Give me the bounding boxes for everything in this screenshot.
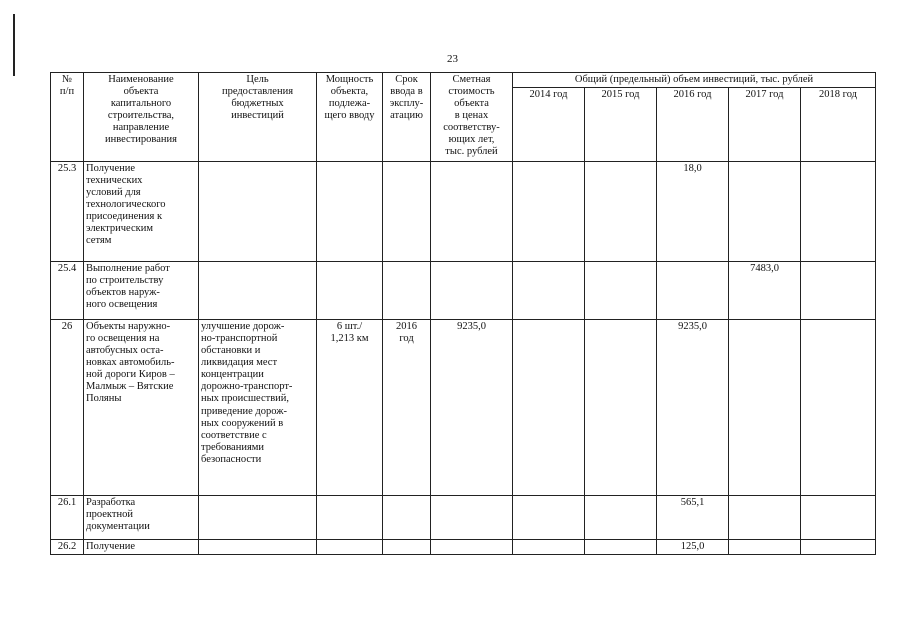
- value-2014: [513, 496, 585, 540]
- header-total-investment: Общий (предельный) объем инвестиций, тыс. рублей: [513, 73, 876, 88]
- value-2017: [729, 496, 801, 540]
- investment-goal: [199, 540, 317, 555]
- value-2017: 7483,0: [729, 262, 801, 320]
- value-2014: [513, 262, 585, 320]
- estimated-cost: [431, 496, 513, 540]
- header-year-2014: 2014 год: [513, 88, 585, 162]
- investment-goal: [199, 262, 317, 320]
- header-name: Наименование объекта капитального строительства, направление инвестирования: [84, 73, 199, 162]
- header-year-2015: 2015 год: [585, 88, 657, 162]
- value-2018: [801, 262, 876, 320]
- estimated-cost: [431, 540, 513, 555]
- header-year-2017: 2017 год: [729, 88, 801, 162]
- value-2015: [585, 162, 657, 262]
- commissioning-term: [383, 496, 431, 540]
- object-capacity: [317, 540, 383, 555]
- value-2016: 565,1: [657, 496, 729, 540]
- value-2018: [801, 540, 876, 555]
- header-year-2016: 2016 год: [657, 88, 729, 162]
- commissioning-term: 2016 год: [383, 320, 431, 496]
- page-number: 23: [447, 53, 458, 65]
- header-goal: Цель предоставления бюджетных инвестиций: [199, 73, 317, 162]
- value-2015: [585, 540, 657, 555]
- object-capacity: [317, 262, 383, 320]
- header-no: № п/п: [51, 73, 84, 162]
- row-number: 26: [51, 320, 84, 496]
- value-2018: [801, 162, 876, 262]
- row-number: 25.3: [51, 162, 84, 262]
- object-name: Получение технических условий для технологического присоединения к электрическим сетям: [84, 162, 199, 262]
- value-2016: 18,0: [657, 162, 729, 262]
- header-term: Срок ввода в эксплу- атацию: [383, 73, 431, 162]
- estimated-cost: [431, 262, 513, 320]
- object-capacity: [317, 496, 383, 540]
- object-name: Выполнение работ по строительству объектов наруж- ного освещения: [84, 262, 199, 320]
- value-2016: [657, 262, 729, 320]
- row-number: 26.1: [51, 496, 84, 540]
- value-2017: [729, 320, 801, 496]
- margin-line: [13, 14, 15, 76]
- investment-goal: [199, 496, 317, 540]
- value-2016: 9235,0: [657, 320, 729, 496]
- table-row: [51, 262, 876, 320]
- value-2014: [513, 320, 585, 496]
- value-2014: [513, 540, 585, 555]
- value-2017: [729, 540, 801, 555]
- table-row: [51, 320, 876, 496]
- row-number: 25.4: [51, 262, 84, 320]
- table-row: [51, 162, 876, 262]
- object-name: Разработка проектной документации: [84, 496, 199, 540]
- value-2015: [585, 320, 657, 496]
- row-number: 26.2: [51, 540, 84, 555]
- commissioning-term: [383, 162, 431, 262]
- header-cost: Сметная стоимость объекта в ценах соответству- ющих лет, тыс. рублей: [431, 73, 513, 162]
- table-row: [51, 496, 876, 540]
- estimated-cost: 9235,0: [431, 320, 513, 496]
- object-name: Объекты наружно- го освещения на автобусных оста- новках автомобиль- ной дороги Киров – Малмыж – Вятские Поляны: [84, 320, 199, 496]
- value-2018: [801, 320, 876, 496]
- value-2017: [729, 162, 801, 262]
- investment-goal: [199, 162, 317, 262]
- investment-table: [50, 72, 876, 555]
- commissioning-term: [383, 262, 431, 320]
- estimated-cost: [431, 162, 513, 262]
- header-capacity: Мощность объекта, подлежа- щего вводу: [317, 73, 383, 162]
- object-name: Получение: [84, 540, 199, 555]
- object-capacity: [317, 162, 383, 262]
- header-year-2018: 2018 год: [801, 88, 876, 162]
- investment-goal: улучшение дорож- но-транспортной обстановки и ликвидация мест концентрации дорожно-транспорт- ных происшествий, приведение дорож- ных сооружений в соответствие с требованиями безопасности: [199, 320, 317, 496]
- value-2018: [801, 496, 876, 540]
- value-2015: [585, 262, 657, 320]
- commissioning-term: [383, 540, 431, 555]
- object-capacity: 6 шт./ 1,213 км: [317, 320, 383, 496]
- value-2015: [585, 496, 657, 540]
- table-row: [51, 540, 876, 555]
- value-2014: [513, 162, 585, 262]
- value-2016: 125,0: [657, 540, 729, 555]
